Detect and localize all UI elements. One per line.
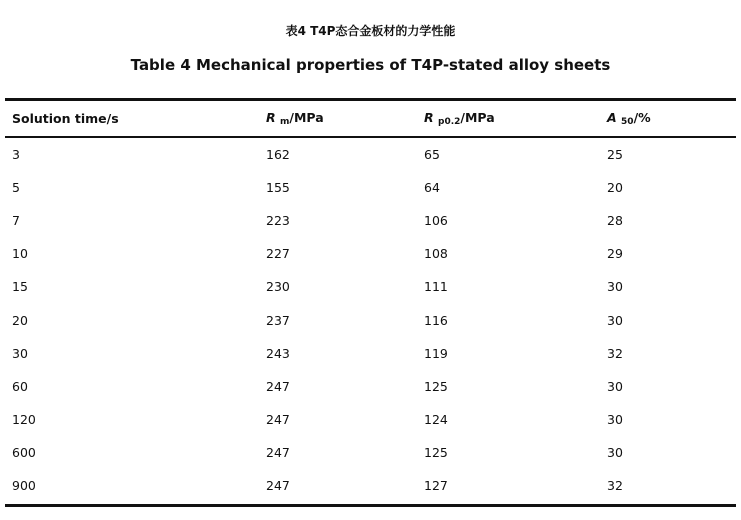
table-cell: 30 [607, 444, 623, 460]
table-row [5, 370, 736, 403]
header-rm: R $_m$/MPa [266, 110, 324, 127]
table-row [5, 436, 736, 469]
table-cell: 30 [12, 345, 28, 361]
table-cell: 243 [266, 345, 290, 361]
table-cell: 60 [12, 378, 28, 394]
table-cell: 32 [607, 477, 623, 493]
table-cell: 111 [424, 279, 448, 295]
table-cell: 64 [424, 180, 440, 196]
table-bottom-rule [5, 504, 736, 507]
table-cell: 227 [266, 246, 290, 262]
table-cell: 108 [424, 246, 448, 262]
table-cell: 30 [607, 279, 623, 295]
table-cell: 20 [607, 180, 623, 196]
table-row [5, 337, 736, 370]
header-solution-time: Solution time/s [12, 111, 119, 126]
table-cell: 223 [266, 213, 290, 229]
table-cell: 116 [424, 312, 448, 328]
table-cell: 120 [12, 411, 36, 427]
table-cell: 247 [266, 411, 290, 427]
table-cell: 20 [12, 312, 28, 328]
table-cell: 124 [424, 411, 448, 427]
table-cell: 30 [607, 312, 623, 328]
table-cell: 900 [12, 477, 36, 493]
table-header-row [5, 101, 736, 136]
table-cell: 247 [266, 444, 290, 460]
table-row [5, 303, 736, 336]
table-cell: 127 [424, 477, 448, 493]
table-cell: 106 [424, 213, 448, 229]
table-cell: 247 [266, 378, 290, 394]
table-cell: 7 [12, 213, 20, 229]
table-title-english: Table 4 Mechanical properties of T4P-stated alloy sheets [130, 56, 611, 74]
header-rp02: R $_{p0.2}$/MPa [424, 110, 495, 127]
table-cell: 10 [12, 246, 28, 262]
table-row [5, 270, 736, 303]
table-cell: 32 [607, 345, 623, 361]
table-cell: 600 [12, 444, 36, 460]
table-cell: 237 [266, 312, 290, 328]
table-cell: 15 [12, 279, 28, 295]
table-row [5, 138, 736, 171]
table-cell: 29 [607, 246, 623, 262]
table-cell: 5 [12, 180, 20, 196]
table-row [5, 237, 736, 270]
table-cell: 3 [12, 147, 20, 163]
table-title-chinese: 表4 T4P态合金板材的力学性能 [285, 24, 456, 38]
table-body [5, 138, 736, 502]
table-cell: 125 [424, 444, 448, 460]
table-cell: 162 [266, 147, 290, 163]
table-cell: 230 [266, 279, 290, 295]
table-cell: 30 [607, 411, 623, 427]
mechanical-properties-table [5, 98, 736, 507]
header-a50: A $_{50}$/% [607, 110, 651, 127]
table-row [5, 171, 736, 204]
table-cell: 28 [607, 213, 623, 229]
table-cell: 65 [424, 147, 440, 163]
table-row [5, 403, 736, 436]
table-cell: 247 [266, 477, 290, 493]
table-cell: 30 [607, 378, 623, 394]
table-row [5, 469, 736, 502]
table-cell: 155 [266, 180, 290, 196]
table-cell: 119 [424, 345, 448, 361]
table-cell: 125 [424, 378, 448, 394]
table-cell: 25 [607, 147, 623, 163]
table-row [5, 204, 736, 237]
